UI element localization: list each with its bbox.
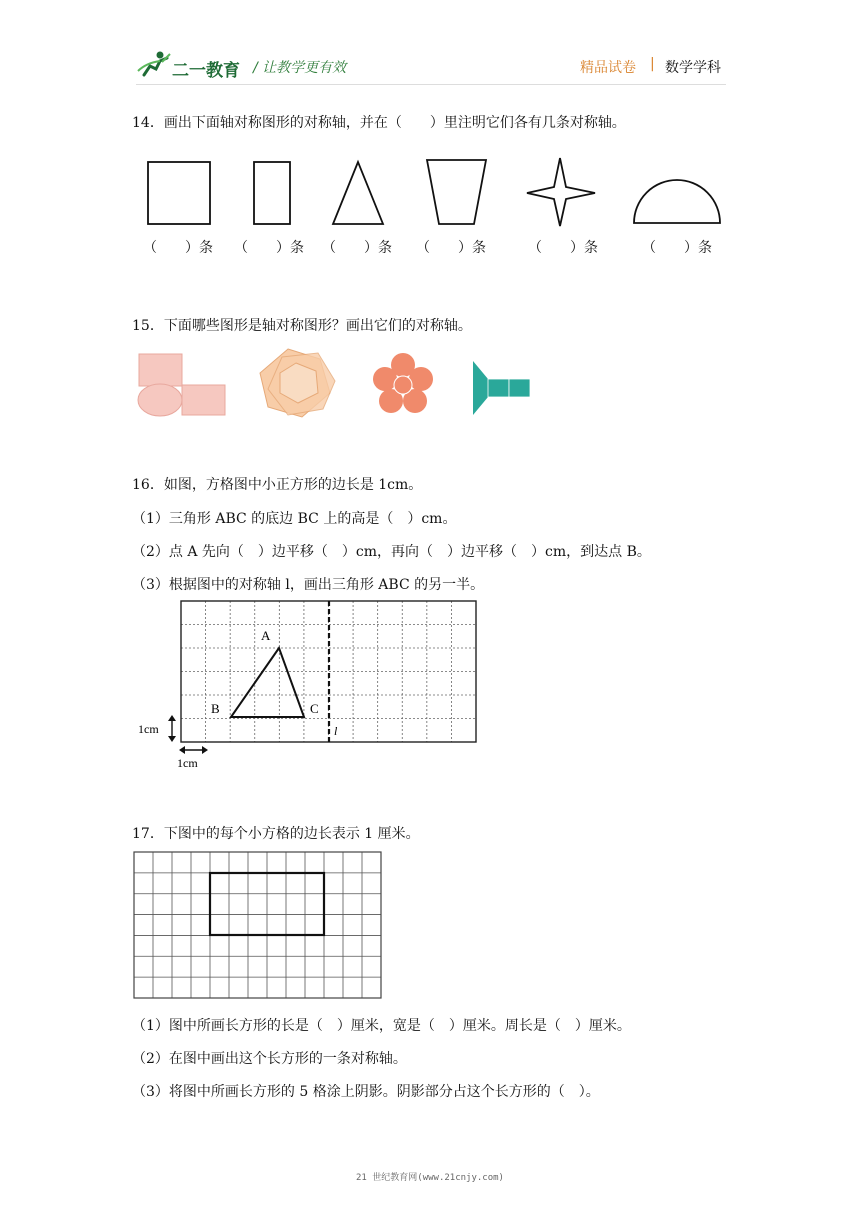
- question-16-text: 16．如图，方格图中小正方形的边长是 1cm。: [132, 477, 423, 493]
- axis-l-label: l: [334, 724, 338, 738]
- q17-sub3: （3）将图中所画长方形的 5 格涂上阴影。阴影部分占这个长方形的（ ）。: [132, 1084, 600, 1100]
- q16-sub2: （2）点 A 先向（ ）边平移（ ）cm，再向（ ）边平移（ ）cm，到达点 B。: [132, 544, 651, 560]
- q17-sub2: （2）在图中画出这个长方形的一条对称轴。: [132, 1051, 407, 1067]
- square-shape: [148, 162, 210, 224]
- four-point-star-shape: [527, 158, 595, 226]
- header: [0, 0, 860, 90]
- runner-logo-icon: [136, 49, 172, 79]
- point-c-label: C: [310, 701, 319, 716]
- triangle-shape: [333, 162, 383, 224]
- header-rule: [136, 84, 726, 85]
- rect-ellipse-composite-shape: [138, 354, 225, 416]
- question-17-text: 17．下图中的每个小方格的边长表示 1 厘米。: [132, 826, 420, 842]
- q17-grid-figure: [130, 848, 386, 1004]
- q16-grid-figure: [130, 596, 490, 776]
- unit-vertical-label: 1cm: [138, 722, 159, 736]
- overlapping-polygons-shape: [260, 349, 335, 417]
- q14-blank-3[interactable]: （ ）条: [322, 240, 392, 256]
- subject-label: 数学学科: [665, 60, 721, 76]
- teal-arrow-composite-shape: [473, 361, 530, 415]
- semicircle-shape: [634, 180, 720, 223]
- footer-text: 21 世纪教育网(www.21cnjy.com): [356, 1173, 504, 1183]
- trapezoid-shape: [427, 160, 486, 224]
- brand-name: 二一教育: [172, 61, 240, 81]
- brand-slogan: / 让教学更有效: [253, 60, 347, 76]
- quality-paper-label: 精品试卷: [580, 60, 636, 76]
- q16-sub1: （1）三角形 ABC 的底边 BC 上的高是（ ）cm。: [132, 511, 457, 527]
- q14-blank-6[interactable]: （ ）条: [642, 240, 712, 256]
- question-15-text: 15．下面哪些图形是轴对称图形？画出它们的对称轴。: [132, 318, 472, 334]
- q14-blank-2[interactable]: （ ）条: [234, 240, 304, 256]
- q14-blank-5[interactable]: （ ）条: [528, 240, 598, 256]
- q14-blank-1[interactable]: （ ）条: [143, 240, 213, 256]
- triangle-abc: [231, 648, 304, 717]
- point-a-label: A: [261, 628, 271, 643]
- q14-blank-4[interactable]: （ ）条: [416, 240, 486, 256]
- unit-horizontal-label: 1cm: [177, 756, 198, 770]
- q16-sub3: （3）根据图中的对称轴 l，画出三角形 ABC 的另一半。: [132, 577, 485, 593]
- q15-shapes: [130, 345, 550, 425]
- q14-shapes: [140, 155, 740, 230]
- q17-sub1: （1）图中所画长方形的长是（ ）厘米，宽是（ ）厘米。周长是（ ）厘米。: [132, 1018, 631, 1034]
- rectangle-shape: [254, 162, 290, 224]
- point-b-label: B: [211, 701, 220, 716]
- five-circle-flower-shape: [373, 353, 433, 413]
- header-separator: |: [650, 56, 655, 72]
- question-14-text: 14．画出下面轴对称图形的对称轴，并在（ ）里注明它们各有几条对称轴。: [132, 115, 626, 131]
